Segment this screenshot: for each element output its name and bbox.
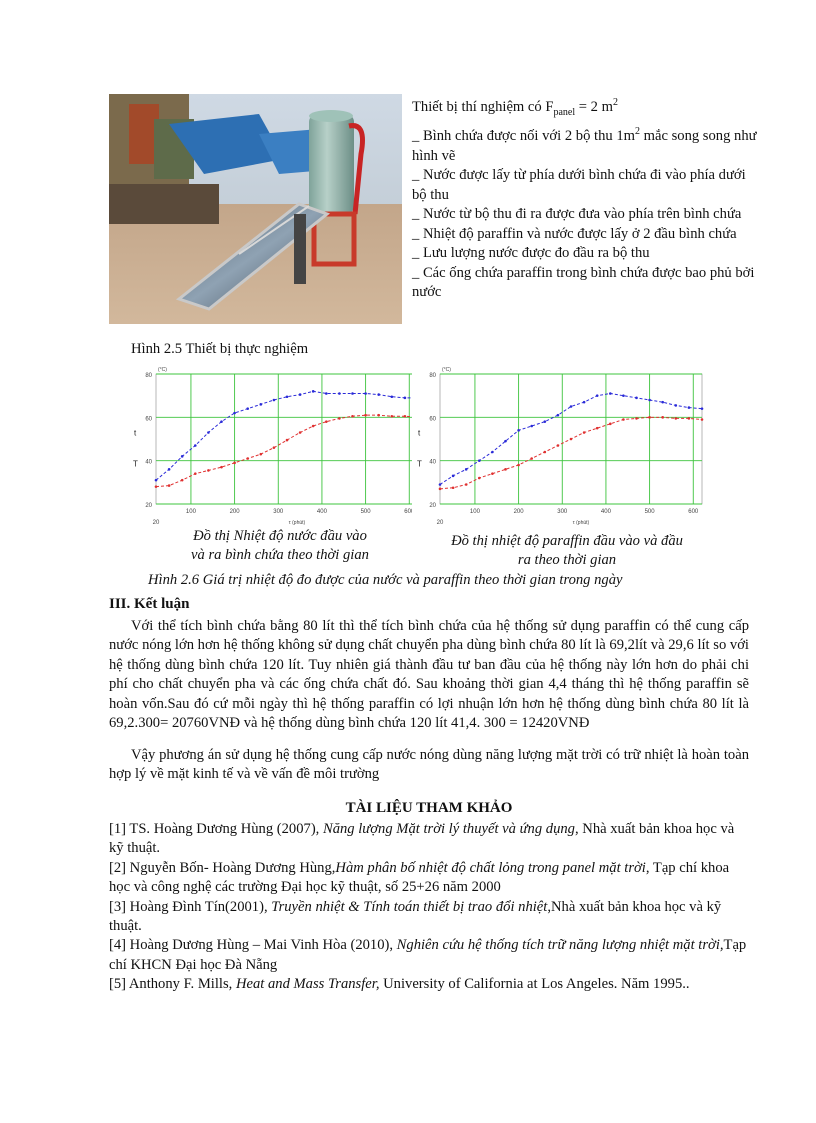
reference-text: [3] Hoàng Đình Tín(2001), bbox=[109, 898, 272, 915]
data-point bbox=[544, 420, 547, 423]
reference-text: [2] Nguyễn Bốn- Hoàng Dương Hùng, bbox=[109, 859, 336, 876]
data-point bbox=[168, 484, 171, 487]
data-point bbox=[452, 486, 455, 489]
data-point bbox=[675, 404, 678, 407]
data-point bbox=[491, 451, 494, 454]
chart-right-caption-line-2: ra theo thời gian bbox=[517, 552, 617, 568]
data-point bbox=[557, 414, 560, 417]
data-point bbox=[635, 397, 638, 400]
data-point bbox=[609, 392, 612, 395]
y-tick-label: 80 bbox=[145, 373, 152, 379]
data-point bbox=[517, 464, 520, 467]
water-temperature-chart bbox=[128, 362, 420, 527]
data-point bbox=[517, 429, 520, 432]
conclusion-paragraph-2: Vậy phương án sử dụng hệ thống cung cấp nước nóng dùng năng lượng mặt trời có trữ nhiệt là hoàn toàn hợp lý về mặt kinh tế và về vấn đề môi trường bbox=[109, 747, 749, 783]
data-point bbox=[583, 431, 586, 434]
data-point bbox=[648, 416, 651, 419]
experiment-title bbox=[412, 93, 757, 122]
data-point bbox=[312, 390, 315, 393]
figure-2-6-caption: Hình 2.6 Giá trị nhiệt độ đo được của nước và paraffin theo thời gian trong ngày bbox=[148, 572, 623, 588]
x-tick-label: 300 bbox=[557, 509, 568, 515]
reference-text-2: , Tạp chí khoa học và công nghệ các trường Đại học kỹ thuật, số 25+26 năm 2000 bbox=[109, 859, 730, 896]
reference-title: Heat and Mass Transfer, bbox=[235, 976, 380, 993]
x-axis-label: τ (phút) bbox=[288, 520, 306, 526]
x-tick-label: 400 bbox=[316, 509, 327, 515]
data-point bbox=[325, 420, 328, 423]
reference-item bbox=[109, 898, 749, 937]
data-point bbox=[299, 393, 302, 396]
data-point bbox=[312, 425, 315, 428]
data-point bbox=[688, 406, 691, 409]
y-unit-label: (°C) bbox=[158, 367, 167, 373]
data-point bbox=[648, 399, 651, 402]
reference-text-2: University of California at Los Angeles. Năm 1995.. bbox=[379, 976, 690, 993]
bullet-1-sup: 2 bbox=[634, 126, 640, 138]
reference-text: [4] Hoàng Dương Hùng – Mai Vinh Hòa (2010), bbox=[109, 937, 397, 954]
data-point bbox=[194, 472, 197, 475]
data-point bbox=[220, 466, 223, 469]
references-title: TÀI LIỆU THAM KHẢO bbox=[345, 800, 513, 816]
bullet-5: _ Lưu lượng nước được đo đầu ra bộ thu bbox=[412, 245, 650, 262]
chart-left-caption bbox=[160, 527, 400, 565]
data-point bbox=[596, 394, 599, 397]
reference-text: [1] TS. Hoàng Dương Hùng (2007), bbox=[109, 821, 323, 837]
title-text: Thiết bị thí nghiệm có F bbox=[412, 98, 554, 115]
reference-item bbox=[109, 936, 749, 975]
data-point bbox=[207, 431, 210, 434]
x-tick-label: 500 bbox=[644, 509, 655, 515]
data-point bbox=[207, 469, 210, 472]
x-tick-label: 600 bbox=[404, 509, 415, 515]
data-point bbox=[701, 407, 704, 410]
reference-text-2: Tạp chí KHCN Đại học Đà Nẵng bbox=[109, 937, 747, 973]
data-point bbox=[530, 457, 533, 460]
data-point bbox=[233, 462, 236, 465]
y-tick-label: 40 bbox=[429, 459, 436, 466]
data-point bbox=[181, 479, 184, 482]
reference-title: Nghiên cứu hệ thống tích trữ năng lượng nhiệt mặt trời, bbox=[396, 937, 724, 954]
data-point bbox=[544, 451, 547, 454]
data-point bbox=[286, 395, 289, 398]
bullet-1-text-2: mắc song song như hình vẽ bbox=[412, 128, 757, 164]
reference-title: Hàm phân bố nhiệt độ chất lỏng trong panel mặt trời bbox=[335, 859, 646, 876]
x-tick-label-start: 20 bbox=[436, 520, 444, 526]
x-tick-label-start: 20 bbox=[152, 520, 160, 526]
data-point bbox=[557, 444, 560, 447]
bullet-4: _ Nhiệt độ paraffin và nước được lấy ở 2 đầu bình chứa bbox=[412, 225, 737, 242]
data-point bbox=[325, 392, 328, 395]
y-tick-label: 80 bbox=[429, 373, 436, 379]
data-point bbox=[439, 488, 442, 491]
data-point bbox=[635, 417, 638, 420]
data-point bbox=[338, 417, 341, 420]
bullet-1-text: _ Bình chứa được nối với 2 bộ thu 1m bbox=[412, 128, 635, 145]
y-axis-label-t: t bbox=[418, 428, 421, 438]
section-heading-conclusion: III. Kết luận bbox=[109, 596, 190, 612]
y-tick-label: 20 bbox=[429, 503, 436, 509]
data-point bbox=[478, 459, 481, 462]
data-point bbox=[377, 414, 380, 417]
chart-right-caption-line-1: Đồ thị nhiệt độ paraffin đầu vào và đầu bbox=[451, 533, 683, 549]
data-point bbox=[661, 416, 664, 419]
chart-left-caption-line-1: Đồ thị Nhiệt độ nước đầu vào bbox=[193, 528, 367, 544]
data-point bbox=[530, 425, 533, 428]
reference-item bbox=[109, 859, 749, 898]
experiment-description bbox=[412, 93, 757, 303]
data-point bbox=[377, 393, 380, 396]
reference-item bbox=[109, 820, 749, 859]
y-axis-label-T: T bbox=[133, 459, 138, 469]
y-axis-label-t: t bbox=[134, 428, 137, 438]
reference-text-2: ,Nhà xuất bản khoa học và kỹ thuật. bbox=[109, 898, 722, 935]
y-unit-label: (°C) bbox=[442, 367, 451, 373]
x-tick-label: 400 bbox=[600, 509, 611, 515]
x-tick-label: 300 bbox=[273, 509, 284, 515]
x-axis-label: τ (phút) bbox=[572, 520, 590, 526]
x-tick-label: 200 bbox=[229, 509, 240, 515]
data-point bbox=[439, 483, 442, 486]
data-point bbox=[609, 423, 612, 426]
data-point bbox=[260, 403, 263, 406]
references-list bbox=[109, 820, 749, 995]
data-point bbox=[155, 485, 158, 488]
x-tick-label: 100 bbox=[185, 509, 196, 515]
data-point bbox=[465, 468, 468, 471]
paraffin-temperature-chart bbox=[412, 362, 704, 527]
data-point bbox=[220, 420, 223, 423]
x-tick-label: 100 bbox=[469, 509, 480, 515]
data-point bbox=[338, 392, 341, 395]
data-point bbox=[181, 455, 184, 458]
data-point bbox=[168, 468, 171, 471]
data-point bbox=[596, 427, 599, 430]
reference-title: Năng lượng Mặt trời lý thuyết và ứng dụng bbox=[322, 821, 575, 837]
y-tick-label: 60 bbox=[429, 416, 436, 423]
data-point bbox=[570, 405, 573, 408]
y-tick-label: 20 bbox=[145, 503, 152, 509]
bullet-6: _ Các ống chứa paraffin trong bình chứa được bao phủ bởi nước bbox=[412, 264, 755, 301]
data-point bbox=[391, 415, 394, 418]
reference-title: Truyền nhiệt & Tính toán thiết bị trao đổi nhiệt bbox=[271, 898, 548, 915]
reference-text-2: , Nhà xuất bản khoa học và kỹ thuật. bbox=[109, 821, 735, 857]
solar-collector-photo bbox=[109, 94, 402, 324]
data-point bbox=[194, 444, 197, 447]
data-point bbox=[504, 468, 507, 471]
data-point bbox=[404, 397, 407, 400]
data-point bbox=[246, 457, 249, 460]
data-point bbox=[155, 479, 158, 482]
bullet-2: _ Nước được lấy từ phía dưới bình chứa đi vào phía dưới bộ thu bbox=[412, 167, 746, 203]
data-point bbox=[233, 412, 236, 415]
data-point bbox=[491, 472, 494, 475]
data-point bbox=[364, 414, 367, 417]
photo-illustration bbox=[109, 94, 402, 324]
data-point bbox=[273, 446, 276, 449]
data-point bbox=[260, 453, 263, 456]
data-point bbox=[404, 415, 407, 418]
chart-right-caption bbox=[412, 532, 722, 570]
conclusion-paragraph-1: Với thể tích bình chứa bằng 80 lít thì thể tích bình chứa của hệ thống sử dụng paraffin có thể cung cấp nước nóng lớn hơn hệ thống không sử dụng chất chuyển pha dùng bình chứa 80 lít là 69,2lít và 29,6 lít so với hệ thống dùng bình chứa 120 lít. Tuy nhiên giá thành đầu tư ban đầu của hệ thống này lớn hơn do phải chi phí cho chất chuyển pha và các ống chứa chất đó. Sau khoảng thời gian 4,4 tháng thì hệ thống paraffin sẽ hoàn vốn.Sau đó cứ mỗi ngày thì hệ thống paraffin có lợi nhuận lớn hơn hệ thống dùng bình chứa 80 lít là 69,2.300= 20760VNĐ và hệ thống dùng bình chứa 120 lít 41,4. 300 = 12420VNĐ bbox=[109, 618, 749, 732]
data-point bbox=[273, 399, 276, 402]
data-point bbox=[478, 477, 481, 480]
bullet-1 bbox=[412, 122, 757, 166]
data-point bbox=[286, 439, 289, 442]
data-point bbox=[351, 392, 354, 395]
data-point bbox=[661, 401, 664, 404]
x-tick-label: 200 bbox=[513, 509, 524, 515]
data-point bbox=[622, 418, 625, 421]
data-point bbox=[675, 417, 678, 420]
data-point bbox=[570, 438, 573, 441]
title-superscript: 2 bbox=[612, 97, 618, 108]
figure-2-5-caption: Hình 2.5 Thiết bị thực nghiệm bbox=[131, 341, 309, 357]
data-point bbox=[622, 394, 625, 397]
data-point bbox=[391, 395, 394, 398]
bullet-3: _ Nước từ bộ thu đi ra được đưa vào phía trên bình chứa bbox=[412, 206, 742, 223]
y-axis-label-T: T bbox=[417, 459, 422, 469]
data-point bbox=[583, 401, 586, 404]
data-point bbox=[452, 475, 455, 478]
data-point bbox=[504, 440, 507, 443]
data-point bbox=[299, 431, 302, 434]
title-text-2: = 2 m bbox=[575, 98, 613, 115]
y-tick-label: 60 bbox=[145, 416, 152, 423]
reference-text: [5] Anthony F. Mills, bbox=[109, 976, 236, 993]
reference-item bbox=[109, 975, 749, 994]
x-tick-label: 600 bbox=[688, 509, 699, 515]
y-tick-label: 40 bbox=[145, 459, 152, 466]
data-point bbox=[701, 418, 704, 421]
data-point bbox=[351, 415, 354, 418]
data-point bbox=[688, 417, 691, 420]
data-point bbox=[246, 407, 249, 410]
x-tick-label: 500 bbox=[360, 509, 371, 515]
data-point bbox=[364, 392, 367, 395]
chart-left-caption-line-2: và ra bình chứa theo thời gian bbox=[191, 547, 369, 563]
data-point bbox=[465, 483, 468, 486]
title-subscript: panel bbox=[553, 106, 576, 118]
